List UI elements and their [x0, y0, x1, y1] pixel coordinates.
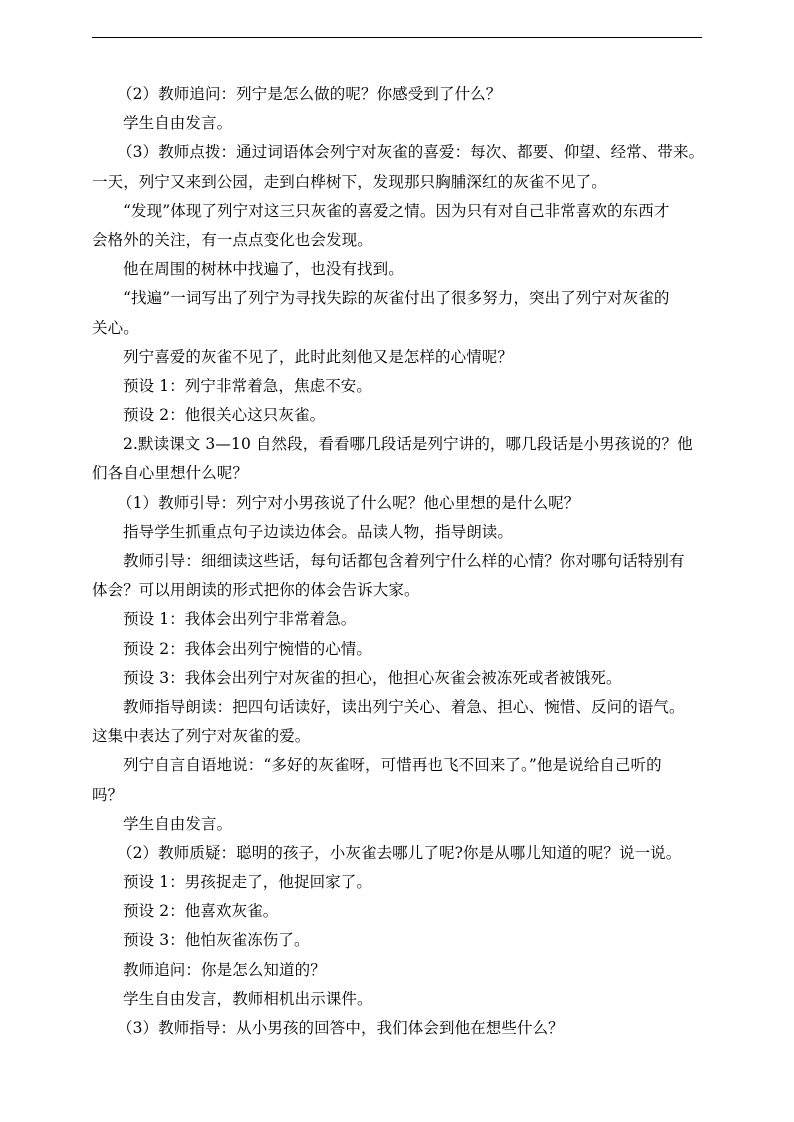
- paragraph-line: 预设 2：他很关心这只灰雀。: [123, 406, 326, 425]
- paragraph-line: “找遍”一词写出了列宁为寻找失踪的灰雀付出了很多努力，突出了列宁对灰雀的: [123, 289, 670, 308]
- paragraph-line: 指导学生抓重点句子边读边体会。品读人物，指导朗读。: [123, 522, 514, 541]
- paragraph-line: 关心。: [92, 318, 139, 337]
- paragraph-line: 预设 1：我体会出列宁非常着急。: [123, 610, 357, 629]
- paragraph-line: 预设 3：我体会出列宁对灰雀的担心，他担心灰雀会被冻死或者被饿死。: [123, 668, 622, 687]
- document-body: [92, 80, 706, 1043]
- paragraph-line: 预设 2：我体会出列宁惋惜的心情。: [123, 639, 372, 658]
- paragraph-line: 会格外的关注，有一点点变化也会发现。: [92, 230, 373, 249]
- paragraph-line: 学生自由发言，教师相机出示课件。: [123, 989, 373, 1008]
- paragraph-line: 预设 1：男孩捉走了，他捉回家了。: [123, 873, 372, 892]
- paragraph-line: 2.默读课文 3—10 自然段，看看哪几段话是列宁讲的，哪几段话是小男孩说的？他: [123, 435, 693, 454]
- paragraph-line: 学生自由发言。: [123, 814, 233, 833]
- paragraph-line: 这集中表达了列宁对灰雀的爱。: [92, 727, 311, 746]
- paragraph-line: 教师引导：细细读这些话，每句话都包含着列宁什么样的心情？你对哪句话特别有: [123, 552, 685, 570]
- paragraph-line: （2）教师质疑：聪明的孩子，小灰雀去哪儿了呢?你是从哪儿知道的呢？说一说。: [117, 843, 682, 862]
- paragraph-line: 他在周围的树林中找遍了，也没有找到。: [123, 260, 404, 279]
- paragraph-line: 预设 1：列宁非常着急，焦虑不安。: [123, 376, 372, 395]
- paragraph-line: （3）教师点拨：通过词语体会列宁对灰雀的喜爱：每次、都要、仰望、经常、带来。: [117, 143, 705, 162]
- paragraph-line: 教师追问：你是怎么知道的？: [123, 960, 326, 979]
- paragraph-line: 预设 3：他怕灰雀冻伤了。: [123, 931, 310, 950]
- paragraph-line: 们各自心里想什么呢？: [92, 464, 249, 483]
- paragraph-line: 吗？: [92, 785, 124, 804]
- paragraph-line: （3）教师指导：从小男孩的回答中，我们体会到他在想些什么？: [117, 1019, 564, 1037]
- paragraph-line: 一天，列宁又来到公园，走到白桦树下，发现那只胸脯深红的灰雀不见了。: [92, 172, 607, 191]
- paragraph-line: （2）教师追问：列宁是怎么做的呢？你感受到了什么？: [117, 85, 502, 103]
- paragraph-line: 列宁喜爱的灰雀不见了，此时此刻他又是怎样的心情呢？: [123, 347, 514, 366]
- paragraph-line: 教师指导朗读：把四句话读好，读出列宁关心、着急、担心、惋惜、反问的语气。: [123, 697, 685, 716]
- header-rule: [92, 37, 702, 38]
- paragraph-line: “发现”体现了列宁对这三只灰雀的喜爱之情。因为只有对自己非常喜欢的东西才: [123, 201, 670, 220]
- paragraph-line: 预设 2：他喜欢灰雀。: [123, 902, 279, 921]
- paragraph-line: 列宁自言自语地说：“多好的灰雀呀，可惜再也飞不回来了。”他是说给自己听的: [123, 756, 662, 775]
- paragraph-line: 体会？可以用朗读的形式把你的体会告诉大家。: [92, 581, 420, 600]
- paragraph-line: 学生自由发言。: [123, 114, 233, 133]
- paragraph-line: （1）教师引导：列宁对小男孩说了什么呢？他心里想的是什么呢？: [117, 493, 580, 512]
